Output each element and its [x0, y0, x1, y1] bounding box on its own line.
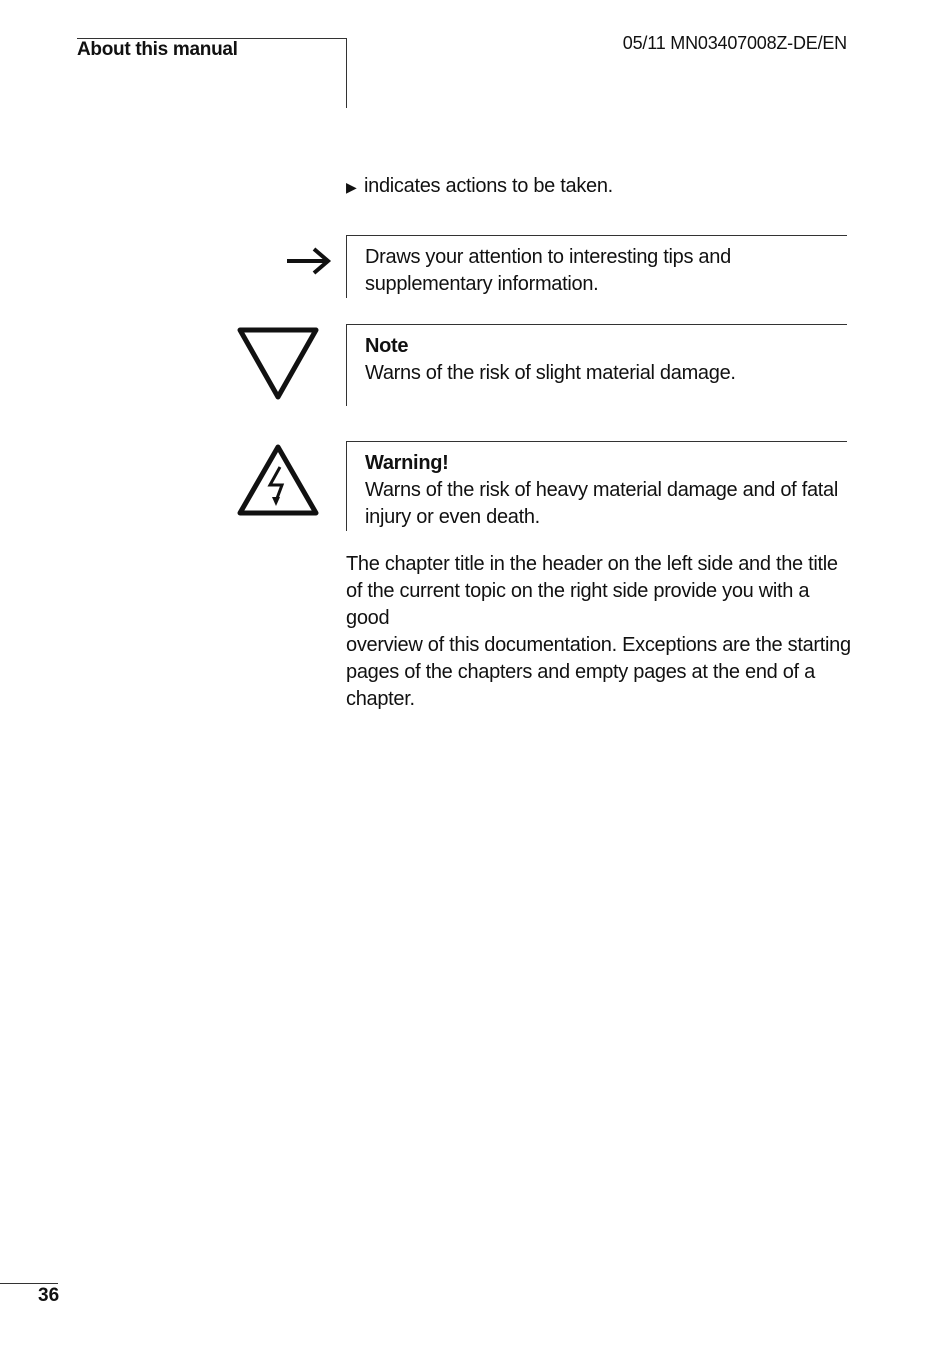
paragraph-line: overview of this documentation. Exceptions are the starting: [346, 634, 851, 656]
footer-rule: [0, 1283, 58, 1284]
paragraph-line: chapter.: [346, 688, 415, 710]
arrow-right-icon: [284, 245, 332, 277]
high-voltage-warning-icon: [236, 443, 320, 519]
note-text: Warns of the risk of slight material damage.: [365, 362, 736, 384]
tip-callout: [346, 235, 847, 298]
warning-text-line1: Warns of the risk of heavy material damage and of fatal: [365, 479, 839, 501]
paragraph-line: of the current topic on the right side provide you with a good: [346, 580, 810, 629]
document-id: 05/11 MN03407008Z-DE/EN: [622, 33, 847, 53]
action-marker-icon: ▶: [346, 179, 357, 195]
tip-text-line1: Draws your attention to interesting tips and: [365, 246, 731, 268]
inverted-triangle-icon: [236, 326, 320, 402]
page-number: 36: [38, 1285, 60, 1306]
header-explanation-paragraph: [346, 551, 851, 713]
note-heading: Note: [365, 335, 409, 357]
tip-text-line2: supplementary information.: [365, 273, 599, 295]
warning-callout: [346, 441, 847, 531]
header-divider: [346, 38, 347, 108]
paragraph-line: The chapter title in the header on the left side and the title: [346, 553, 838, 575]
warning-text-line2: injury or even death.: [365, 506, 540, 528]
action-description: [346, 173, 613, 201]
chapter-title: About this manual: [77, 39, 238, 60]
note-callout: [346, 324, 847, 406]
paragraph-line: pages of the chapters and empty pages at the end of a: [346, 661, 815, 683]
action-text: indicates actions to be taken.: [364, 175, 613, 197]
warning-heading: Warning!: [365, 452, 449, 474]
